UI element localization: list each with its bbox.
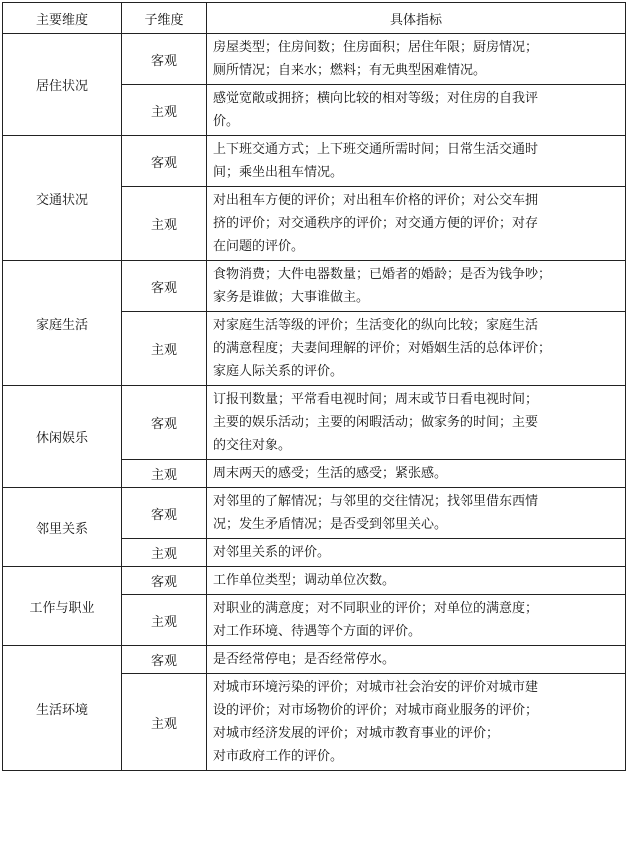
indicator-line: 对邻里的了解情况；与邻里的交往情况；找邻里借东西情 [213, 494, 539, 509]
indicator-cell [207, 460, 626, 488]
header-sub-dimension: 子维度 [122, 3, 207, 34]
indicator-line: 感觉宽敞或拥挤；横向比较的相对等级；对住房的自我评 [213, 91, 539, 106]
indicator-line: 工作单位类型；调动单位次数。 [213, 573, 396, 588]
indicator-table [2, 2, 626, 771]
indicator-cell [207, 261, 626, 312]
table-row [3, 646, 626, 674]
indicator-line: 家庭人际关系的评价。 [213, 364, 344, 379]
sub-dimension-cell: 客观 [122, 386, 207, 460]
header-main-dimension: 主要维度 [3, 3, 122, 34]
indicator-line: 的交往对象。 [213, 438, 292, 453]
table-row [3, 136, 626, 187]
indicator-line: 主要的娱乐活动；主要的闲暇活动；做家务的时间；主要 [213, 415, 539, 430]
indicator-line: 价。 [213, 114, 240, 129]
table-row [3, 261, 626, 312]
indicator-cell [207, 539, 626, 567]
sub-dimension-cell: 主观 [122, 539, 207, 567]
indicator-line: 对工作环境、待遇等个方面的评价。 [213, 624, 422, 639]
indicator-line: 对出租车方便的评价；对出租车价格的评价；对公交车拥 [213, 193, 539, 208]
indicator-line: 间；乘坐出租车情况。 [213, 165, 344, 180]
indicator-line: 对市政府工作的评价。 [213, 749, 344, 764]
indicator-cell [207, 34, 626, 85]
sub-dimension-cell: 客观 [122, 646, 207, 674]
table-row [3, 386, 626, 460]
main-dimension-cell: 邻里关系 [3, 488, 122, 567]
indicator-line: 对邻里关系的评价。 [213, 545, 331, 560]
indicator-line: 食物消费；大件电器数量；已婚者的婚龄；是否为钱争吵； [213, 267, 552, 282]
main-dimension-cell: 生活环境 [3, 646, 122, 771]
main-dimension-cell: 交通状况 [3, 136, 122, 261]
sub-dimension-cell: 主观 [122, 187, 207, 261]
table-body [3, 34, 626, 771]
indicator-cell [207, 386, 626, 460]
sub-dimension-cell: 主观 [122, 85, 207, 136]
table-row [3, 567, 626, 595]
indicator-line: 的满意程度；夫妻间理解的评价；对婚姻生活的总体评价； [213, 341, 552, 356]
header-indicators: 具体指标 [207, 3, 626, 34]
indicator-cell [207, 85, 626, 136]
indicator-line: 厕所情况；自来水；燃料；有无典型困难情况。 [213, 63, 487, 78]
indicator-line: 挤的评价；对交通秩序的评价；对交通方便的评价；对存 [213, 216, 539, 231]
indicator-cell [207, 674, 626, 771]
sub-dimension-cell: 客观 [122, 488, 207, 539]
main-dimension-cell: 休闲娱乐 [3, 386, 122, 488]
sub-dimension-cell: 客观 [122, 261, 207, 312]
indicator-cell [207, 312, 626, 386]
indicator-cell [207, 567, 626, 595]
main-dimension-cell: 居住状况 [3, 34, 122, 136]
indicator-line: 家务是谁做；大事谁做主。 [213, 290, 370, 305]
header-row [3, 3, 626, 34]
indicator-cell [207, 187, 626, 261]
indicator-line: 房屋类型；住房间数；住房面积；居住年限；厨房情况； [213, 40, 539, 55]
indicator-line: 是否经常停电；是否经常停水。 [213, 652, 396, 667]
table-row [3, 34, 626, 85]
indicator-line: 订报刊数量；平常看电视时间；周末或节日看电视时间； [213, 392, 539, 407]
sub-dimension-cell: 主观 [122, 312, 207, 386]
indicator-line: 对家庭生活等级的评价；生活变化的纵向比较；家庭生活 [213, 318, 539, 333]
indicator-line: 况；发生矛盾情况；是否受到邻里关心。 [213, 517, 448, 532]
main-dimension-cell: 家庭生活 [3, 261, 122, 386]
indicator-line: 对城市经济发展的评价；对城市教育事业的评价； [213, 726, 500, 741]
sub-dimension-cell: 主观 [122, 674, 207, 771]
indicator-line: 设的评价；对市场物价的评价；对城市商业服务的评价； [213, 703, 539, 718]
indicator-line: 对城市环境污染的评价；对城市社会治安的评价对城市建 [213, 680, 539, 695]
main-dimension-cell: 工作与职业 [3, 567, 122, 646]
sub-dimension-cell: 客观 [122, 567, 207, 595]
indicator-cell [207, 488, 626, 539]
indicator-cell [207, 136, 626, 187]
indicator-line: 在问题的评价。 [213, 239, 305, 254]
sub-dimension-cell: 客观 [122, 34, 207, 85]
indicator-cell [207, 595, 626, 646]
sub-dimension-cell: 主观 [122, 460, 207, 488]
indicator-line: 上下班交通方式；上下班交通所需时间；日常生活交通时 [213, 142, 539, 157]
table-row [3, 488, 626, 539]
sub-dimension-cell: 客观 [122, 136, 207, 187]
indicator-line: 对职业的满意度；对不同职业的评价；对单位的满意度； [213, 601, 539, 616]
indicator-cell [207, 646, 626, 674]
indicator-line: 周末两天的感受；生活的感受；紧张感。 [213, 466, 448, 481]
sub-dimension-cell: 主观 [122, 595, 207, 646]
